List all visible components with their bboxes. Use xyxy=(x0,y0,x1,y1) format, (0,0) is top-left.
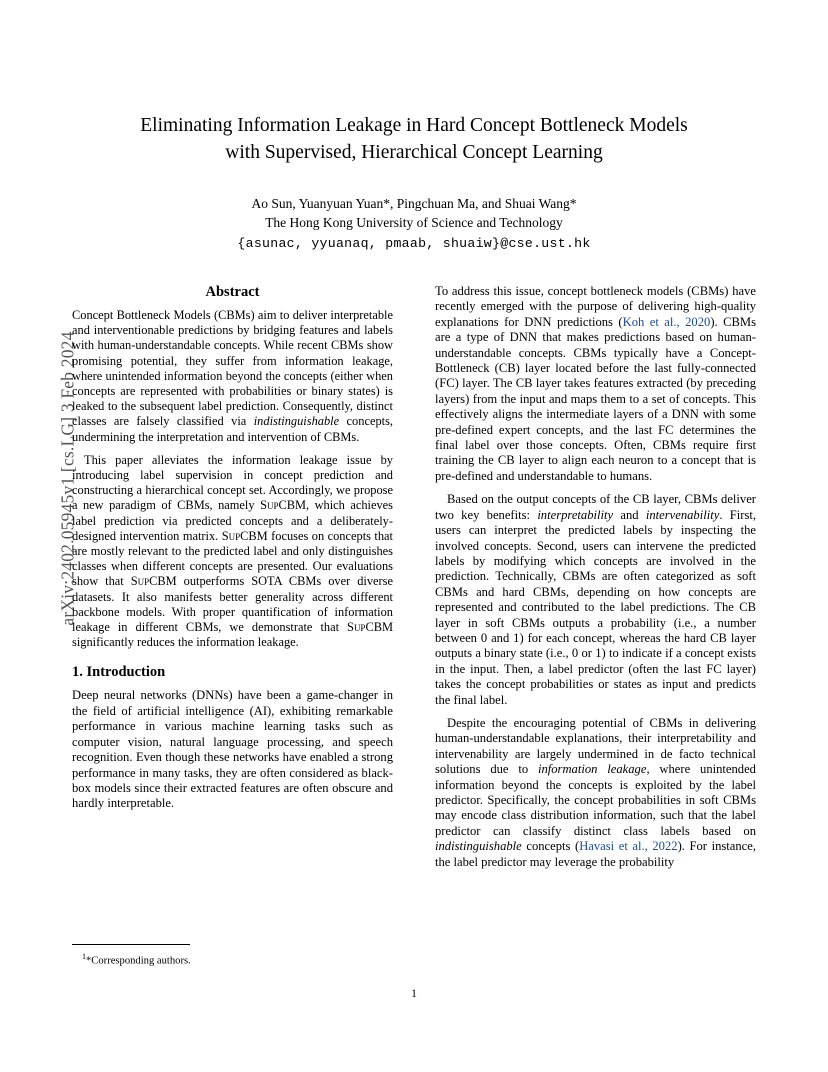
intro-p4-text-b: , where unintended information beyond the concepts is exploited by the label predictor. Specifically, the concept probabilities in soft CBMs may encode class distribution information, such that the label predictor can classify distinct class labels based on xyxy=(435,762,756,838)
left-column xyxy=(72,284,393,820)
intro-p4-emphasis-1: information leakage xyxy=(537,762,647,777)
abstract-paragraph-1 xyxy=(72,308,393,445)
right-column xyxy=(435,284,756,878)
abstract-paragraph-2 xyxy=(72,453,393,651)
abstract-p2-text-e: significantly reduces the information leakage. xyxy=(72,635,299,650)
abstract-p2-text-b: , which achieves label prediction via predicted concepts and a deliberately-designed intervention matrix. xyxy=(72,498,394,543)
abstract-p1-text-a: Concept Bottleneck Models (CBMs) aim to deliver interpretable and interventionable predictions by bridging features and labels with human-understandable concepts. While recent CBMs show promising potential, they suffer from information leakage, where unintended information beyond the concepts (either when concepts are represented with probabilities or binary states) is leaked to the subsequent label prediction. Consequently, distinct classes are falsely classified via xyxy=(72,308,393,429)
intro-p3-emphasis-1: interpretability xyxy=(537,507,614,522)
intro-p3-emphasis-2: intervenability xyxy=(645,507,720,522)
method-name-1: SupCBM xyxy=(260,498,307,513)
footnote-marker: 1 xyxy=(82,952,86,961)
footnote-divider xyxy=(72,944,190,945)
footnote-text xyxy=(82,950,382,968)
intro-p4-emphasis-2: indistinguishable xyxy=(435,839,522,854)
intro-paragraph-2 xyxy=(435,284,756,484)
intro-p3-text-b: and xyxy=(613,507,646,522)
arxiv-identifier-stamp: arXiv:2402.05945v1 [cs.LG] 3 Feb 2024 xyxy=(57,331,78,626)
intro-paragraph-4 xyxy=(435,716,756,870)
citation-link-havasi-2022[interactable]: Havasi et al., 2022 xyxy=(579,839,678,854)
intro-paragraph-3 xyxy=(435,492,756,708)
intro-paragraph-1: Deep neural networks (DNNs) have been a game-changer in the field of artificial intelligence (AI), exhibiting remarkable performance in various machine learning tasks such as computer vision, natural language processing, and speech recognition. Even though these networks have enabled a strong performance in many tasks, they are often considered as black-box models since their extracted features are often obscure and hardly interpretable. xyxy=(72,688,393,811)
intro-p3-text-c: . First, users can interpret the predicted labels by inspecting the involved concepts. Second, users can intervene the predicted labels by modifying which concepts are involved in the prediction. Technically, CBMs are often categorized as soft CBMs and hard CBMs, depending on how concepts are represented and contributed to the label predictions. The CB layer in soft CBMs outputs a probability (i.e., a number between 0 and 1) for each concept, whereas the hard CB layer outputs a binary state (i.e., 0 or 1) to indicate if a concept exists in the input. Then, a label predictor (often the last FC layer) takes the concept probabilities or states as input and predicts the final label. xyxy=(435,507,757,707)
page-title xyxy=(94,112,734,166)
footnote-body: *Corresponding authors. xyxy=(86,955,191,967)
abstract-p1-emphasis: indistinguishable xyxy=(253,414,340,429)
affiliation: The Hong Kong University of Science and Technology xyxy=(265,215,563,230)
abstract-p2-text-a: This paper alleviates the information leakage issue by introducing label supervision in concept prediction and constructing a hierarchical concept set. Accordingly, we propose a new paradigm of CBMs, namely xyxy=(72,452,393,513)
page-number: 1 xyxy=(411,988,417,1000)
paper-header xyxy=(72,112,756,254)
author-emails: {asunac, yyuanaq, pmaab, shuaiw}@cse.ust.hk xyxy=(237,236,591,251)
section-heading-introduction: 1. Introduction xyxy=(72,664,166,681)
intro-p2-text-a: To address this issue, concept bottleneck models (CBMs) have recently emerged with the purpose of delivering high-quality explanations for DNN predictions ( xyxy=(435,284,756,329)
intro-p2-text-b: ). CBMs are a type of DNN that makes predictions based on human-understandable concepts. CBMs typically have a Concept-Bottleneck (CB) layer located before the last fully-connected (FC) layer. The CB layer takes features extracted (by preceding layers) from the input and maps them to a set of concepts. This effectively aligns the intermediate layers of a DNN with some pre-defined expert concepts, and the last FC determines the final label over those concepts. Often, CBMs require first training the CB layer to align each neuron to a concept that is pre-defined and understandable to humans. xyxy=(435,314,757,483)
title-line-2: with Supervised, Hierarchical Concept Learning xyxy=(225,142,603,163)
abstract-p2-text-c: focuses on concepts that are mostly relevant to the predicted label and only distinguishes classes when different concepts are presented. Our evaluations show that xyxy=(72,528,393,589)
two-column-body xyxy=(72,284,756,974)
method-name-2: SupCBM xyxy=(221,528,268,543)
title-line-1: Eliminating Information Leakage in Hard Concept Bottleneck Models xyxy=(140,115,688,136)
author-list: Ao Sun, Yuanyuan Yuan*, Pingchuan Ma, and Shuai Wang* xyxy=(251,196,577,211)
intro-p3-text-a: Based on the output concepts of the CB layer, CBMs deliver two key benefits: xyxy=(435,492,756,522)
intro-p4-text-a: Despite the encouraging potential of CBMs in delivering human-understandable explanations, their interpretability and intervenability are largely undermined in de facto technical solutions due to xyxy=(435,715,756,777)
method-name-3: SupCBM xyxy=(130,574,177,589)
intro-p4-text-d: ). For instance, the label predictor may leverage the probability xyxy=(435,839,756,869)
intro-p4-text-c: concepts ( xyxy=(521,839,580,854)
abstract-p2-text-d: outperforms SOTA CBMs over diverse datasets. It also manifests better generality across different backbone models. With proper quantification of information leakage in different CBMs, we demonstrate that xyxy=(72,574,393,635)
method-name-4: SupCBM xyxy=(347,620,393,635)
citation-link-koh-2020[interactable]: Koh et al., 2020 xyxy=(622,314,711,329)
abstract-p1-text-b: concepts, undermining the interpretation and intervention of CBMs. xyxy=(72,414,394,444)
abstract-heading: Abstract xyxy=(205,284,260,300)
